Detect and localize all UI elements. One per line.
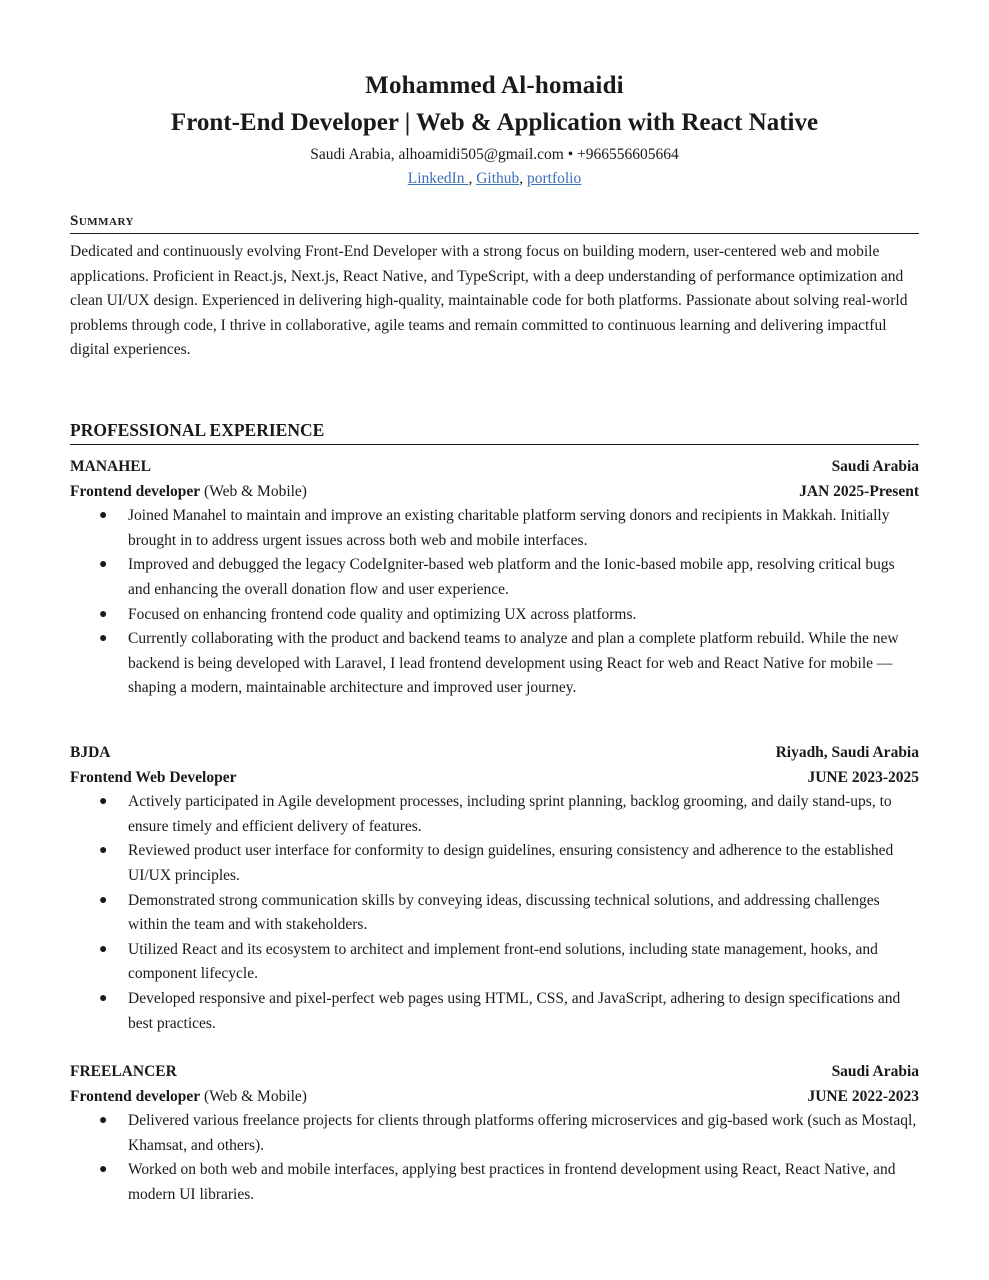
bullet-icon: ● <box>99 892 108 908</box>
job-bullets <box>70 1109 919 1207</box>
job-location: Riyadh, Saudi Arabia <box>775 744 919 761</box>
github-link[interactable]: Github <box>476 170 520 187</box>
list-item: ● Actively participated in Agile development processes, including sprint planning, backlog grooming, and daily stand-ups, to ensure timely and efficient delivery of features. <box>70 790 919 839</box>
linkedin-link[interactable]: LinkedIn <box>407 170 469 187</box>
bullet-icon: ● <box>99 1113 108 1129</box>
summary-text: Dedicated and continuously evolving Front-End Developer with a strong focus on building modern, user-centered web and mobile applications. Proficient in React.js, Next.js, React Native, and TypeScript, with a deep understanding of performance optimization and clean UI/UX design. Experienced in delivering high-quality, maintainable code for both platforms. Passionate about solving real-world problems through code, I thrive in collaborative, agile teams and remain committed to continuous learning and delivering impactful digital experiences. <box>70 243 908 359</box>
candidate-title: Front-End Developer | Web & Application with React Native <box>170 109 819 136</box>
job-bullets <box>70 504 919 701</box>
list-item: ● Reviewed product user interface for conformity to design guidelines, ensuring consistency and adherence to the established UI/UX principles. <box>70 839 919 888</box>
bullet-icon: ● <box>99 1162 108 1178</box>
list-item: ● Focused on enhancing frontend code quality and optimizing UX across platforms. <box>70 603 919 628</box>
job-dates: JUNE 2023-2025 <box>807 768 919 786</box>
job-location: Saudi Arabia <box>831 458 919 475</box>
job-role-suffix: (Web & Mobile) <box>200 1087 307 1105</box>
summary-heading: Summary <box>70 213 919 234</box>
list-item: ● Improved and debugged the legacy CodeIgniter-based web platform and the Ionic-based mobile app, resolving critical bugs and enhancing the overall donation flow and user experience. <box>70 553 919 602</box>
job-role: Frontend Web Developer <box>70 768 237 786</box>
job-role: Frontend developer <box>70 1087 201 1105</box>
list-item: ● Developed responsive and pixel-perfect web pages using HTML, CSS, and JavaScript, adhering to design specifications and best practices. <box>70 987 919 1036</box>
job-role: Frontend developer <box>70 482 201 500</box>
job-dates: JAN 2025-Present <box>799 482 919 500</box>
candidate-name: Mohammed Al-homaidi <box>365 72 624 99</box>
bullet-icon: ● <box>99 794 108 810</box>
company-name: FREELANCER <box>70 1063 177 1080</box>
job-location: Saudi Arabia <box>831 1063 919 1080</box>
bullet-icon: ● <box>99 606 108 622</box>
bullet-icon: ● <box>99 843 108 859</box>
bullet-icon: ● <box>99 508 108 524</box>
contact-line: Saudi Arabia, alhoamidi505@gmail.com • +966556605664 <box>310 146 679 163</box>
bullet-icon: ● <box>99 631 108 647</box>
job-role-suffix: (Web & Mobile) <box>200 482 307 500</box>
list-item: ● Demonstrated strong communication skills by conveying ideas, discussing technical solutions, and addressing challenges within the team and with stakeholders. <box>70 889 919 938</box>
job-dates: JUNE 2022-2023 <box>807 1087 919 1105</box>
bullet-icon: ● <box>99 990 108 1006</box>
link-separator: , <box>519 170 527 187</box>
portfolio-link[interactable]: portfolio <box>527 170 582 187</box>
experience-heading: PROFESSIONAL EXPERIENCE <box>70 420 919 445</box>
bullet-icon: ● <box>99 941 108 957</box>
link-separator: , <box>468 170 477 187</box>
company-name: MANAHEL <box>70 458 151 475</box>
job-freelancer <box>70 1060 919 1208</box>
company-name: BJDA <box>70 744 111 761</box>
job-bjda <box>70 741 919 1036</box>
list-item: ● Worked on both web and mobile interfaces, applying best practices in frontend development using React, React Native, and modern UI libraries. <box>70 1158 919 1207</box>
list-item: ● Currently collaborating with the product and backend teams to analyze and plan a complete platform rebuild. While the new backend is being developed with Laravel, I lead frontend development using React for web and React Native for mobile — shaping a modern, maintainable architecture and improved user journey. <box>70 627 919 701</box>
list-item: ● Delivered various freelance projects for clients through platforms offering microservices and gig-based work (such as Mostaql, Khamsat, and others). <box>70 1109 919 1158</box>
bullet-icon: ● <box>99 557 108 573</box>
job-manahel <box>70 455 919 701</box>
job-bullets <box>70 790 919 1036</box>
profile-links <box>70 170 919 188</box>
list-item: ● Utilized React and its ecosystem to architect and implement front-end solutions, including state management, hooks, and component lifecycle. <box>70 938 919 987</box>
list-item: ● Joined Manahel to maintain and improve an existing charitable platform serving donors and recipients in Makkah. Initially brought in to address urgent issues across both web and mobile interfaces. <box>70 504 919 553</box>
